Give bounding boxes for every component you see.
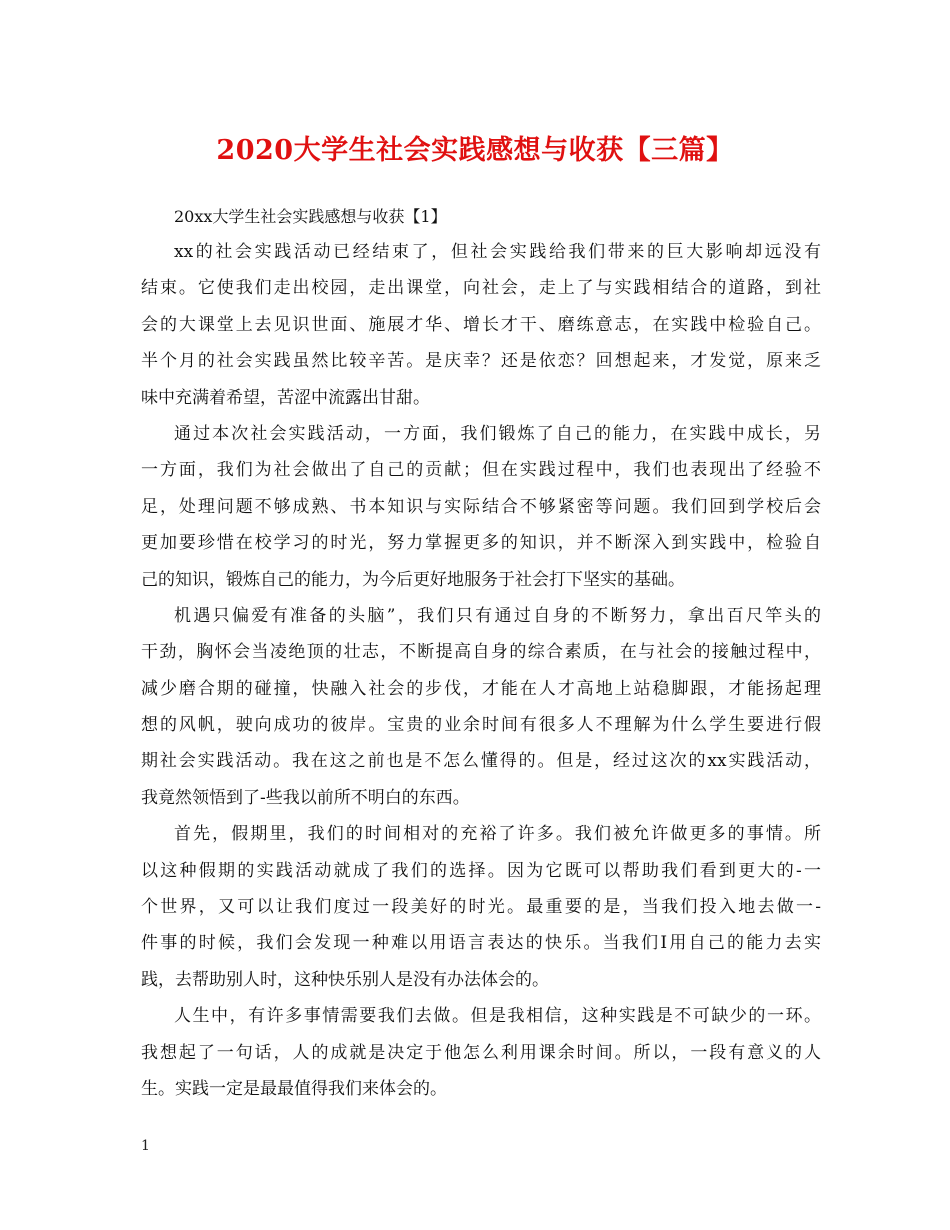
text-line: 通过本次社会实践活动，一方面，我们锻炼了自己的能力，在实践中成长，另 bbox=[174, 423, 821, 444]
document-body bbox=[141, 240, 821, 1113]
text-line: 个世界，又可以让我们度过一段美好的时光。最重要的是，当我们投入地去做一- bbox=[141, 897, 821, 918]
paragraph-2 bbox=[141, 422, 821, 604]
text-line: 首先，假期里，我们的时间相对的充裕了许多。我们被允许做更多的事情。所 bbox=[174, 824, 821, 845]
text-line: 以这种假期的实践活动就成了我们的选择。因为它既可以帮助我们看到更大的-一 bbox=[141, 860, 821, 881]
text-line: 半个月的社会实践虽然比较辛苦。是庆幸？还是依恋？回想起来，才发觉，原来乏 bbox=[141, 351, 821, 372]
page-number: 1 bbox=[141, 1138, 150, 1154]
paragraph-4 bbox=[141, 822, 821, 1004]
text-line: 结束。它使我们走出校园，走出课堂，向社会，走上了与实践相结合的道路，到社 bbox=[141, 278, 821, 299]
text-line: 足，处理问题不够成熟、书本知识与实际结合不够紧密等问题。我们回到学校后会 bbox=[141, 496, 821, 517]
document-title: 2020大学生社会实践感想与收获【三篇】 bbox=[216, 135, 734, 166]
text-line: 机遇只偏爱有准备的头脑”，我们只有通过自身的不断努力，拿出百尺竿头的 bbox=[174, 605, 821, 626]
text-line: 干劲，胸怀会当凌绝顶的壮志，不断提高自身的综合素质，在与社会的接触过程中， bbox=[141, 642, 821, 663]
text-line: 会的大课堂上去见识世面、施展才华、增长才干、磨练意志，在实践中检验自己。 bbox=[141, 314, 821, 335]
text-line: 减少磨合期的碰撞，快融入社会的步伐，才能在人才高地上站稳脚跟，才能扬起理 bbox=[141, 678, 821, 699]
text-line: 想的风帆，驶向成功的彼岸。宝贵的业余时间有很多人不理解为什么学生要进行假 bbox=[141, 715, 821, 736]
text-line: 践，去帮助别人时，这种快乐别人是没有办法体会的。 bbox=[141, 969, 549, 990]
text-line: 味中充满着希望，苦涩中流露出甘甜。 bbox=[141, 387, 430, 408]
paragraph-5 bbox=[141, 1004, 821, 1113]
section-heading: 20xx大学生社会实践感想与收获【1】 bbox=[174, 207, 447, 226]
text-line: 生。实践一定是最最值得我们来体会的。 bbox=[141, 1078, 447, 1099]
text-line: xx的社会实践活动已经结束了，但社会实践给我们带来的巨大影响却远没有 bbox=[174, 242, 821, 262]
paragraph-1 bbox=[141, 240, 821, 422]
text-line: 件事的时候，我们会发现一种难以用语言表达的快乐。当我们I用自己的能力去实 bbox=[141, 933, 821, 954]
text-line: 人生中，有许多事情需要我们去做。但是我相信，这种实践是不可缺少的一环。 bbox=[174, 1006, 821, 1027]
text-line: 我想起了一句话，人的成就是决定于他怎么利用课余时间。所以，一段有意义的人 bbox=[141, 1042, 821, 1063]
text-line: 更加要珍惜在校学习的时光，努力掌握更多的知识，并不断深入到实践中，检验自 bbox=[141, 533, 821, 554]
text-line: 一方面，我们为社会做出了自己的贡献；但在实践过程中，我们也表现出了经验不 bbox=[141, 460, 821, 481]
paragraph-3 bbox=[141, 604, 821, 822]
text-line: 己的知识，锻炼自己的能力，为今后更好地服务于社会打下坚实的基础。 bbox=[141, 569, 685, 590]
text-line: 期社会实践活动。我在这之前也是不怎么懂得的。但是，经过这次的xx实践活动， bbox=[141, 751, 821, 772]
text-line: 我竟然领悟到了-些我以前所不明白的东西。 bbox=[141, 787, 470, 808]
